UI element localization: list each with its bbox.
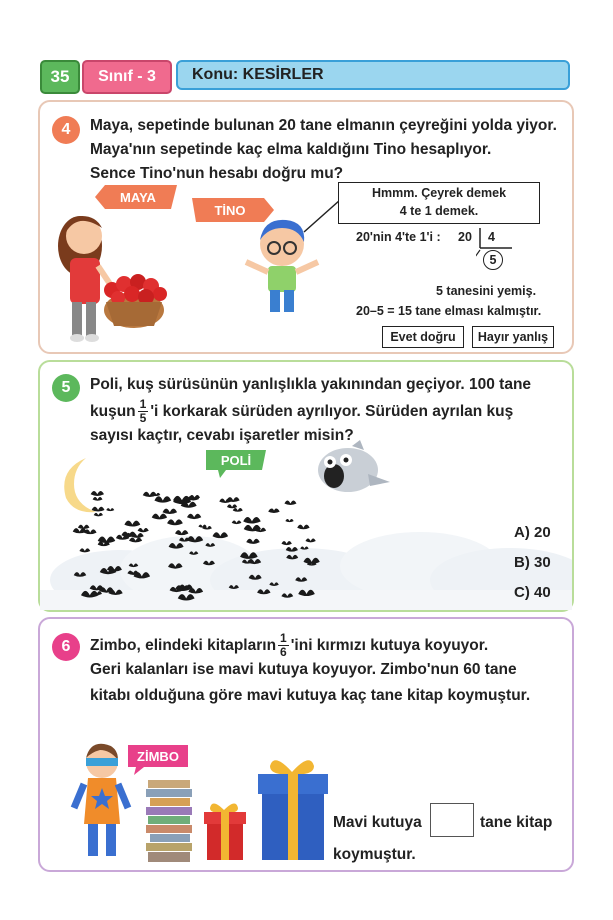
bird-silhouette — [169, 543, 184, 549]
bird-silhouette — [94, 513, 103, 517]
option-a[interactable]: A) 20 — [514, 524, 551, 541]
bird-silhouette — [163, 509, 178, 514]
class-label: Sınıf - 3 — [82, 60, 172, 94]
blue-box-answer-input[interactable] — [430, 803, 474, 837]
topic-label: Konu: KESİRLER — [176, 60, 570, 90]
bird-silhouette — [227, 504, 237, 508]
bird-silhouette — [257, 589, 270, 594]
question-6-line-3: kitabı olduğuna göre mavi kutuya kaç tane kitap koymuştur. — [90, 687, 531, 704]
bird-silhouette — [129, 564, 139, 568]
maya-illustration — [48, 198, 168, 346]
bird-silhouette — [243, 517, 261, 524]
option-c[interactable]: C) 40 — [514, 584, 551, 601]
bird-silhouette — [240, 552, 258, 559]
speech-line-1: Hmmm. Çeyrek demek — [371, 186, 507, 200]
fraction-numerator: 1 — [280, 631, 287, 645]
question-6-line-1 — [90, 632, 488, 659]
bird-silhouette — [229, 585, 239, 589]
bird-silhouette — [138, 528, 149, 532]
bird-silhouette — [168, 563, 182, 568]
question-6-line-1-start: Zimbo, elindeki kitapların — [90, 636, 277, 654]
bird-silhouette — [281, 593, 293, 597]
bird-flock-illustration — [72, 486, 322, 608]
bird-silhouette — [249, 575, 262, 580]
answer-yes-button[interactable]: Evet doğru — [382, 326, 464, 348]
bird-silhouette — [178, 594, 195, 600]
bird-silhouette — [187, 536, 203, 542]
answer-no-button[interactable]: Hayır yanlış — [472, 326, 554, 348]
question-5-line-3: sayısı kaçtır, cevabı işaretler misin? — [90, 427, 354, 444]
fraction-denominator: 6 — [280, 645, 287, 659]
bird-silhouette — [303, 558, 319, 564]
bird-silhouette — [167, 519, 183, 525]
bird-silhouette — [219, 498, 231, 503]
question-5-line-1: Poli, kuş sürüsünün yanlışlıkla yakınından geçiyor. 100 tane — [90, 376, 532, 393]
bird-silhouette — [295, 577, 307, 582]
bird-silhouette — [281, 541, 291, 545]
bird-silhouette — [284, 501, 296, 506]
bird-silhouette — [233, 508, 243, 512]
bird-silhouette — [285, 519, 293, 522]
bird-silhouette — [300, 547, 308, 550]
bird-silhouette — [246, 539, 260, 544]
quotient: 5 — [483, 250, 503, 270]
eaten-text: 5 tanesini yemiş. — [436, 284, 537, 298]
fraction-numerator: 1 — [139, 397, 147, 411]
question-4-number: 4 — [52, 116, 80, 144]
question-6-fraction — [278, 632, 289, 659]
bird-silhouette — [286, 555, 298, 559]
bird-silhouette — [269, 582, 278, 586]
bird-silhouette — [205, 543, 215, 547]
bird-silhouette — [298, 590, 315, 596]
bird-silhouette — [91, 491, 104, 496]
option-b[interactable]: B) 30 — [514, 554, 551, 571]
bird-silhouette — [188, 588, 203, 594]
result-text: 20–5 = 15 tane elması kalmıştır. — [356, 304, 542, 318]
bird-silhouette — [124, 521, 140, 527]
question-4-line-1: Maya, sepetinde bulunan 20 tane elmanın çeyreğini yolda yiyor. — [90, 117, 557, 134]
bird-silhouette — [175, 530, 188, 535]
blue-box-illustration — [256, 752, 330, 862]
division-label: 20'nin 4'te 1'i : — [356, 230, 441, 244]
tino-tag: TİNO — [214, 202, 246, 218]
question-4-line-3: Sence Tino'nun hesabı doğru mu? — [90, 165, 344, 182]
question-6-line-1-end: 'ini kırmızı kutuya koyuyor. — [290, 636, 489, 654]
bird-silhouette — [129, 537, 142, 542]
red-box-illustration — [202, 798, 248, 862]
bird-silhouette — [232, 520, 242, 524]
poli-tag: POLİ — [220, 452, 252, 468]
zimbo-tag: ZİMBO — [137, 748, 179, 764]
bird-silhouette — [189, 551, 198, 554]
bird-silhouette — [305, 538, 315, 542]
bird-silhouette — [92, 507, 105, 512]
question-6-line-2: Geri kalanları ise mavi kutuya koyuyor. Zimbo'nun 60 tane — [90, 661, 517, 678]
dividend: 20 — [458, 230, 472, 244]
question-5-fraction — [138, 398, 149, 425]
question-6-number: 6 — [52, 633, 80, 661]
bird-silhouette — [106, 508, 114, 511]
page-number: 35 — [40, 60, 80, 94]
book-stack-illustration — [144, 776, 196, 866]
bird-silhouette — [79, 548, 90, 552]
answer-end: koymuştur. — [333, 846, 416, 863]
bird-silhouette — [84, 529, 97, 534]
question-5-line-2-end: 'i korkarak sürüden ayrılıyor. Sürüden ayrılan kuş — [150, 402, 514, 420]
bird-silhouette — [286, 547, 298, 552]
speech-pointer — [300, 196, 342, 236]
bird-silhouette — [297, 525, 309, 530]
question-4-line-2: Maya'nın sepetinde kaç elma kaldığını Tino hesaplıyor. — [90, 141, 492, 158]
answer-suffix: tane kitap — [480, 814, 553, 831]
zimbo-illustration — [70, 738, 136, 866]
answer-prefix: Mavi kutuya — [333, 814, 422, 831]
bird-silhouette — [179, 538, 190, 542]
maya-tag: MAYA — [120, 189, 156, 205]
bird-silhouette — [109, 590, 123, 595]
bird-silhouette — [74, 572, 87, 577]
question-5-line-2-start: kuşun — [90, 402, 136, 420]
divisor: 4 — [488, 230, 495, 244]
bird-silhouette — [203, 561, 215, 565]
speech-line-2: 4 te 1 demek. — [399, 204, 479, 218]
question-5-number: 5 — [52, 374, 80, 402]
bird-silhouette — [154, 496, 171, 502]
bird-silhouette — [152, 514, 167, 520]
bird-silhouette — [187, 514, 201, 519]
bird-silhouette — [213, 532, 229, 538]
question-5-line-2 — [90, 398, 513, 425]
fraction-denominator: 5 — [139, 411, 147, 425]
bird-silhouette — [93, 497, 103, 501]
